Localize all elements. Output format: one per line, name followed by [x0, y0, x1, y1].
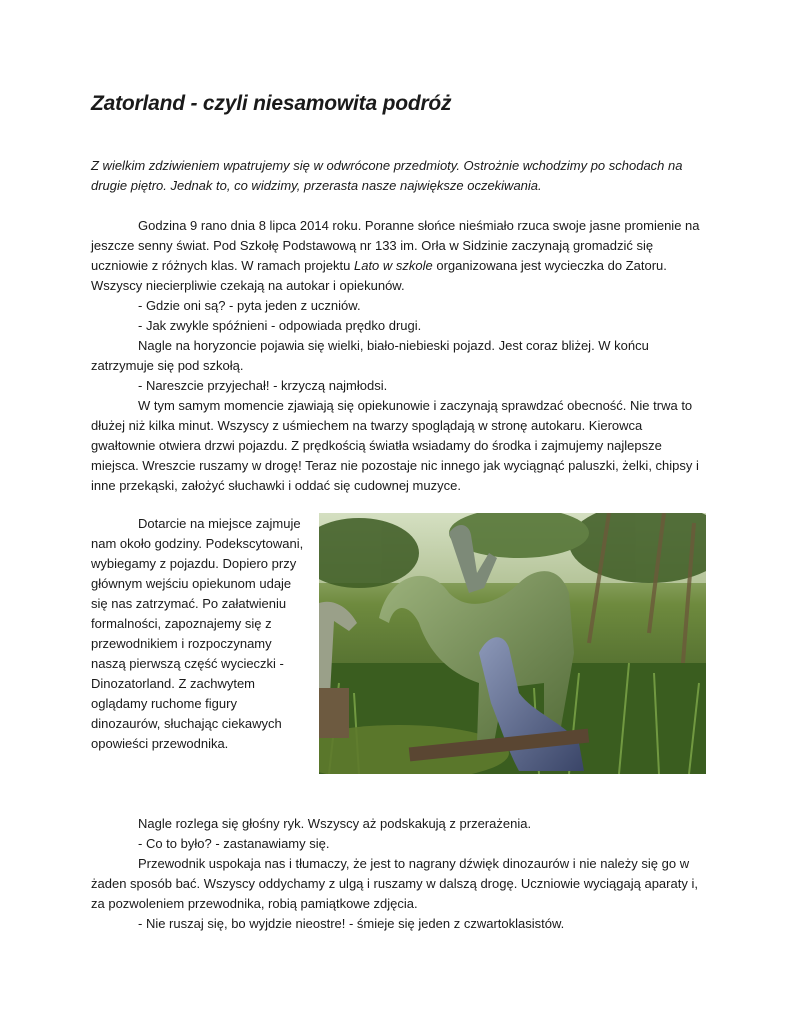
- text-line: się nas zatrzymać. Po załatwieniu: [91, 596, 287, 611]
- dinosaur-photo: [319, 513, 706, 774]
- text-line: za pozwoleniem przewodnika, robią pamiątkowe zdjęcia.: [91, 896, 418, 911]
- text-line: wybiegamy z pojazdu. Dopiero przy: [91, 556, 297, 571]
- dialog-line: - Gdzie oni są? - pyta jeden z uczniów.: [138, 298, 361, 313]
- text-line: Dotarcie na miejsce zajmuje: [138, 516, 301, 531]
- dialog-line: - Co to było? - zastanawiamy się.: [138, 836, 330, 851]
- text-line: głównym wejściu opiekunom udaje: [91, 576, 292, 591]
- story-section-1: [91, 216, 703, 496]
- text-line: gwałtownie otwiera drzwi pojazdu. Z prędkością światła wsiadamy do środka i zajmujemy najlepsze: [91, 438, 662, 453]
- text-line: W tym samym momencie zjawiają się opiekunowie i zaczynają sprawdzać obecność. Nie trwa to: [138, 398, 693, 413]
- text-line: Godzina 9 rano dnia 8 lipca 2014 roku. Poranne słońce nieśmiało rzuca swoje jasne promienie na: [138, 218, 700, 233]
- story-section-3: [91, 814, 703, 934]
- text-line: dinozaurów, słuchając ciekawych: [91, 716, 282, 731]
- intro-line: Z wielkim zdziwieniem wpatrujemy się w odwrócone przedmioty. Ostrożnie wchodzimy po schodach na: [91, 158, 683, 173]
- text-line: Przewodnik uspokaja nas i tłumaczy, że jest to nagrany dźwięk dinozaurów i nie należy się go w: [138, 856, 690, 871]
- text-line: Nagle rozlega się głośny ryk. Wszyscy aż podskakują z przerażenia.: [138, 816, 532, 831]
- dialog-line: - Nareszcie przyjechał! - krzyczą najmłodsi.: [138, 378, 388, 393]
- story-section-2: [91, 514, 316, 754]
- text-line: inne przekąski, założyć słuchawki i oddać się cudownej muzyce.: [91, 478, 461, 493]
- text-line: dłużej niż kilka minut. Wszyscy z uśmiechem na twarzy spoglądają w stronę autokaru. Kierowca: [91, 418, 643, 433]
- intro-line: drugie piętro. Jednak to, co widzimy, przerasta nasze największe oczekiwania.: [91, 178, 542, 193]
- page-title: Zatorland - czyli niesamowita podróż: [91, 92, 452, 115]
- text-line: formalności, zapoznajemy się z: [91, 616, 272, 631]
- text-line: zatrzymuje się pod szkołą.: [91, 358, 244, 373]
- text-line: opowieści przewodnika.: [91, 736, 229, 751]
- text-run: uczniowie z różnych klas. W ramach projektu: [91, 258, 354, 273]
- text-line: [91, 256, 703, 276]
- text-line: miejsca. Wreszcie ruszamy w drogę! Teraz nie pozostaje nic innego jak wyciągnąć paluszki, żelki, chipsy i: [91, 458, 699, 473]
- text-line: przewodnikiem i rozpoczynamy: [91, 636, 272, 651]
- text-line: Wszyscy niecierpliwie czekają na autokar i opiekunów.: [91, 278, 405, 293]
- text-line: naszą pierwszą część wycieczki -: [91, 656, 284, 671]
- intro-paragraph: [91, 156, 711, 196]
- text-line: żaden sposób bać. Wszyscy oddychamy z ulgą i ruszamy w dalszą drogę. Uczniowie wyciągają aparaty i,: [91, 876, 698, 891]
- dialog-line: - Nie ruszaj się, bo wyjdzie nieostre! - śmieje się jeden z czwartoklasistów.: [138, 916, 565, 931]
- text-line: Nagle na horyzoncie pojawia się wielki, biało-niebieski pojazd. Jest coraz bliżej. W końcu: [138, 338, 649, 353]
- text-line: nam około godziny. Podekscytowani,: [91, 536, 304, 551]
- text-line: Dinozatorland. Z zachwytem: [91, 676, 256, 691]
- project-name: Lato w szkole: [353, 258, 433, 273]
- text-run: organizowana jest wycieczka do Zatoru.: [432, 258, 667, 273]
- text-line: jeszcze senny świat. Pod Szkołę Podstawową nr 133 im. Orła w Sidzinie zaczynają gromadzić się: [91, 238, 654, 253]
- text-line: oglądamy ruchome figury: [91, 696, 237, 711]
- dialog-line: - Jak zwykle spóźnieni - odpowiada prędko drugi.: [138, 318, 422, 333]
